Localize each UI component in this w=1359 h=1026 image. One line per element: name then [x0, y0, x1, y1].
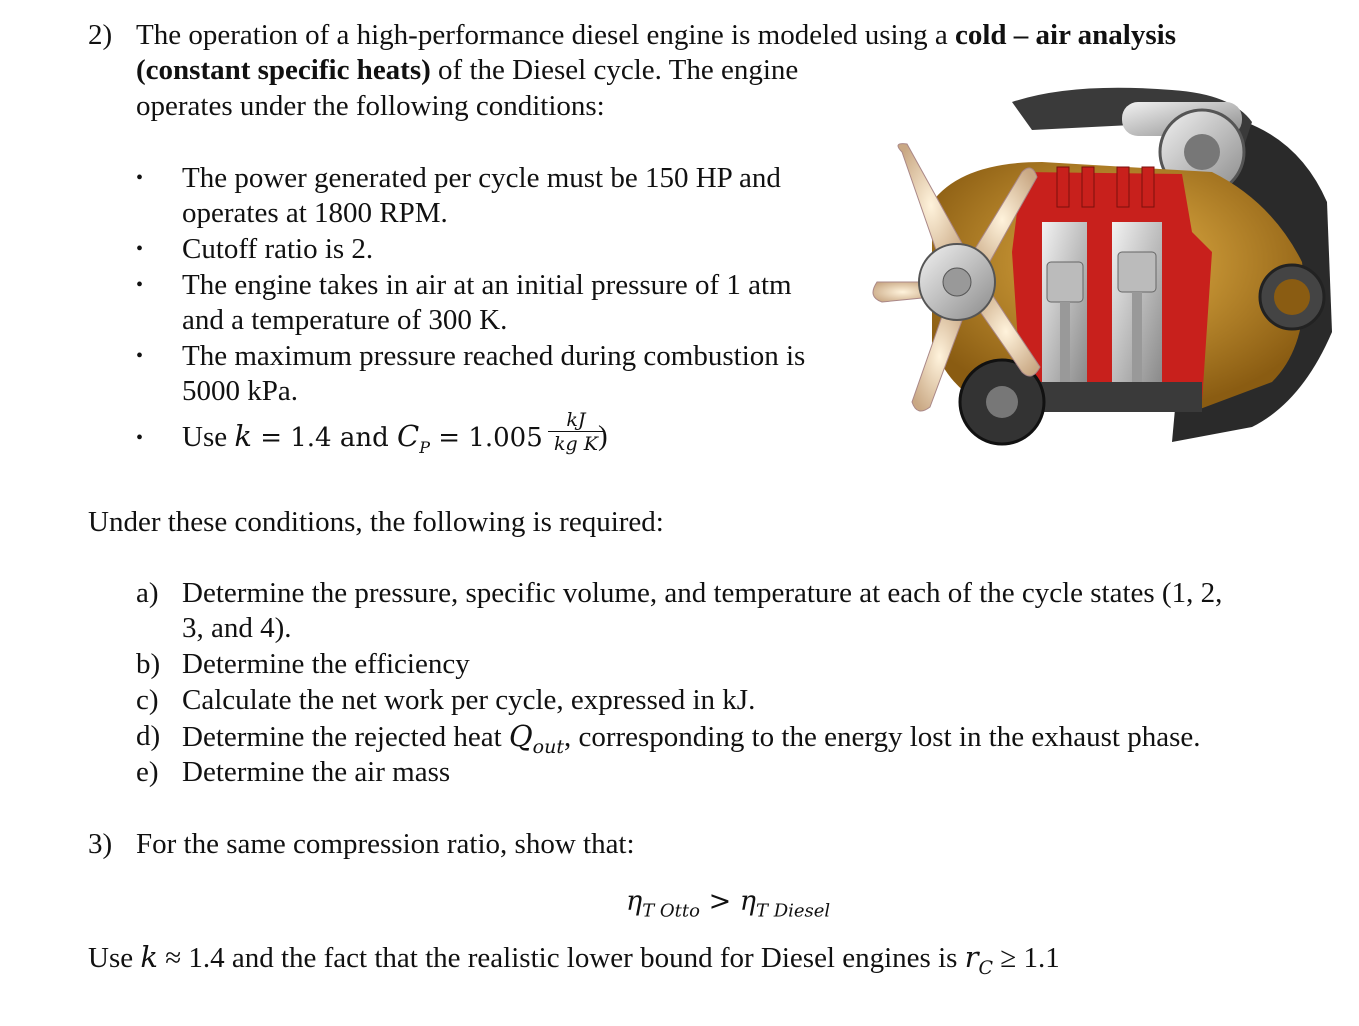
- turbo-hub: [1184, 134, 1220, 170]
- bullet-1-line1: The power generated per cycle must be 150 HP and: [182, 162, 781, 194]
- use-pre: Use: [88, 942, 141, 974]
- flywheel-gear: [1274, 279, 1310, 315]
- bullet-marker: •: [136, 345, 144, 367]
- part-c-text: Calculate the net work per cycle, expressed in kJ.: [182, 684, 756, 716]
- q2-line1-text: The operation of a high-performance diesel engine is modeled using a: [136, 19, 955, 51]
- part-d-pre: Determine the rejected heat: [182, 721, 509, 753]
- crankcase: [1022, 382, 1202, 412]
- cp-symbol: C: [397, 419, 420, 453]
- question-3-number: 3): [88, 828, 113, 860]
- part-b-text: Determine the efficiency: [182, 648, 470, 680]
- k-value: = 1.4 and: [251, 423, 398, 453]
- unit-numerator: kJ: [566, 409, 586, 431]
- use-text: Use: [182, 421, 235, 453]
- use-statement: [88, 939, 1060, 986]
- use-k: k: [140, 940, 158, 974]
- bullet-1-line2: operates at 1800 RPM.: [182, 197, 448, 229]
- question-2-line2: [136, 52, 798, 88]
- cp-subscript: P: [419, 437, 430, 457]
- part-a-label: a): [136, 577, 159, 609]
- question-2-line3: operates under the following conditions:: [136, 90, 605, 122]
- eta-diesel: η: [739, 886, 756, 917]
- question-2-line1: [136, 17, 1176, 53]
- part-d-label: d): [136, 720, 161, 752]
- pulley-hub: [986, 386, 1018, 418]
- required-intro: Under these conditions, the following is required:: [88, 506, 664, 538]
- part-a-line2: 3, and 4).: [182, 612, 292, 644]
- use-r-subscript: C: [978, 956, 994, 979]
- connecting-rod-right: [1132, 292, 1142, 382]
- bullet-2: Cutoff ratio is 2.: [182, 233, 374, 265]
- q-symbol: Q: [508, 719, 533, 753]
- q2-bold-constant-heats: (constant specific heats): [136, 54, 431, 86]
- bullet-5-formula: [182, 418, 543, 466]
- bullet-4-line1: The maximum pressure reached during combustion is: [182, 340, 806, 372]
- bullet-4-line2: 5000 kPa.: [182, 375, 298, 407]
- bullet-marker: •: [136, 274, 144, 296]
- efficiency-inequality: [626, 884, 830, 929]
- part-d-post: , corresponding to the energy lost in the exhaust phase.: [563, 721, 1201, 753]
- q-subscript: out: [532, 735, 564, 758]
- use-mid: ≈ 1.4 and the fact that the realistic lower bound for Diesel engines is: [157, 942, 965, 974]
- diesel-subscript: T Diesel: [755, 900, 831, 922]
- bullet-3-line1: The engine takes in air at an initial pressure of 1 atm: [182, 269, 792, 301]
- eta-otto: η: [626, 886, 643, 917]
- unit-denominator: kg K: [554, 433, 598, 455]
- bullet-marker: •: [136, 427, 144, 449]
- question-3-text: For the same compression ratio, show that:: [136, 828, 635, 860]
- q2-line2-text: of the Diesel cycle. The engine: [430, 54, 799, 86]
- otto-subscript: T Otto: [642, 900, 700, 922]
- part-c-label: c): [136, 684, 159, 716]
- question-2-number: 2): [88, 19, 113, 51]
- part-e-text: Determine the air mass: [182, 756, 451, 788]
- part-e-label: e): [136, 756, 159, 788]
- k-symbol: k: [234, 419, 252, 453]
- use-r: r: [964, 940, 979, 974]
- part-a-line1: Determine the pressure, specific volume, and temperature at each of the cycle states (1, 2,: [182, 577, 1223, 609]
- part-b-label: b): [136, 648, 161, 680]
- cp-value: = 1.005: [430, 423, 543, 453]
- piston-left: [1047, 262, 1083, 302]
- greater-than: >: [699, 886, 740, 917]
- diesel-engine-cutaway-image: [872, 82, 1338, 462]
- connecting-rod-left: [1060, 302, 1070, 382]
- bullet-marker: •: [136, 238, 144, 260]
- unit-fraction: [548, 409, 604, 456]
- closing-paren: ): [598, 420, 608, 452]
- bullet-marker: •: [136, 167, 144, 189]
- piston-right: [1118, 252, 1156, 292]
- bullet-3-line2: and a temperature of 300 K.: [182, 304, 508, 336]
- use-post: ≥ 1.1: [993, 942, 1060, 974]
- q2-bold-cold-air: cold – air analysis: [954, 19, 1176, 51]
